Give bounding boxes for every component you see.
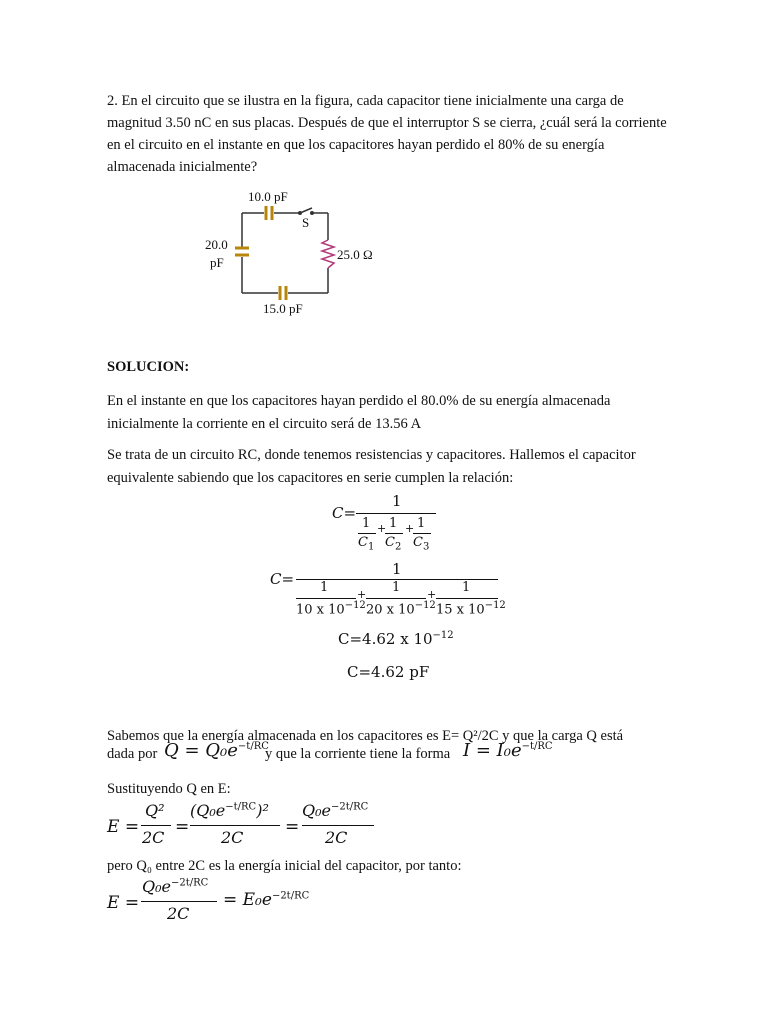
switch-label: S xyxy=(302,215,310,230)
eq1-c1: C xyxy=(358,535,368,550)
eq2-d3-exp: −12 xyxy=(484,600,506,611)
eq1-f2-num: 1 xyxy=(389,516,398,531)
eq2-d2: 20 x 10 xyxy=(366,602,415,618)
e-n3: Q₀e xyxy=(302,801,331,820)
e-n2-close: )² xyxy=(256,801,269,820)
circuit-diagram xyxy=(200,185,400,320)
eq2-d2-exp: −12 xyxy=(414,600,436,611)
i-exp: −t/RC xyxy=(521,741,553,752)
f-lhs: E = xyxy=(107,893,140,913)
eq2-lhs: C= xyxy=(270,570,295,588)
solution-heading: SOLUCION: xyxy=(107,359,190,375)
q-exp: −t/RC xyxy=(237,741,269,752)
para3c: y que la corriente tiene la forma xyxy=(265,746,451,762)
e-lhs: E = xyxy=(107,817,140,837)
eq1-c2-idx: 2 xyxy=(394,541,402,553)
solution-para1: En el instante en que los capacitores hayan perdido el 80.0% de su energía almacenada inicialmente la corriente en el circuito será de 13.56 A xyxy=(107,393,611,432)
f-rhs: = E₀e xyxy=(223,890,272,910)
f-rhs-exp: −2t/RC xyxy=(271,890,310,902)
cap-left-label-2: pF xyxy=(210,255,224,270)
equation-result-pf: C=4.62 pF xyxy=(347,663,430,681)
f-d: 2C xyxy=(167,904,190,923)
cap-top-label: 10.0 pF xyxy=(248,189,288,204)
solution-para4: Sustituyendo Q en E: xyxy=(107,781,231,797)
eq1-c1-idx: 1 xyxy=(367,541,375,553)
equation-energy-final xyxy=(107,876,407,926)
equation-series-general: C= 1 1 1 1 + + $C_1$ $C_2$ $C_3$ xyxy=(330,492,450,562)
e-eq1: = xyxy=(175,817,190,837)
e-n2: (Q₀e xyxy=(190,801,226,820)
e-d1: 2C xyxy=(142,828,165,847)
e-n2-exp: −t/RC xyxy=(225,801,257,813)
solution-para3a: Sabemos que la energía almacenada en los capacitores es E= Q²/2C y que la carga Q está xyxy=(107,728,624,744)
e-n3-exp: −2t/RC xyxy=(331,801,369,813)
q-formula: Q = Q₀e xyxy=(164,740,238,761)
equation-result-exp xyxy=(338,630,454,648)
f-n-exp: −2t/RC xyxy=(171,877,209,889)
eq1-lhs: C= xyxy=(332,504,357,522)
e-d3: 2C xyxy=(325,828,348,847)
solution-para5: pero Q₀ entre 2C es la energía inicial del capacitor, por tanto: xyxy=(107,858,462,874)
eq1-f3-num: 1 xyxy=(417,516,426,531)
eq3-exp: −12 xyxy=(432,630,454,641)
e-eq2: = xyxy=(285,817,300,837)
cap-left-label-1: 20.0 xyxy=(205,237,228,252)
solution-para2: Se trata de un circuito RC, donde tenemos resistencias y capacitores. Hallemos el capacitor equivalente sabiendo que los capacitores en serie cumplen la relación: xyxy=(107,447,636,486)
e-d2: 2C xyxy=(221,828,244,847)
cap-bottom-label: 15.0 pF xyxy=(263,301,303,316)
eq1-c3: C xyxy=(413,535,423,550)
eq2-d1: 10 x 10 xyxy=(296,602,345,618)
eq2-f2-num: 1 xyxy=(392,580,401,595)
equation-energy xyxy=(107,800,407,850)
para3b: dada por xyxy=(107,746,158,762)
eq1-c3-idx: 3 xyxy=(422,541,430,553)
i-formula: I = I₀e xyxy=(463,740,522,761)
eq2-d1-exp: −12 xyxy=(344,600,366,611)
f-n: Q₀e xyxy=(142,877,171,896)
eq2-f1-num: 1 xyxy=(320,580,329,595)
eq2-f3-num: 1 xyxy=(462,580,471,595)
solution-para3-line2 xyxy=(107,740,707,766)
equation-series-numeric: C= 1 1 1 1 + + 10 x $10^{-12}$ 20 x $10^{-12}$ 15 x $10^{-12}$ xyxy=(270,560,506,618)
eq2-d3: 15 x 10 xyxy=(436,602,485,618)
eq1-num: 1 xyxy=(392,492,402,510)
e-n1: Q² xyxy=(145,801,165,820)
eq2-num: 1 xyxy=(392,560,402,578)
problem-text: 2. En el circuito que se ilustra en la figura, cada capacitor tiene inicialmente una carga de magnitud 3.50 nC en sus placas. Después de que el interruptor S se cierra, ¿cuál será la corriente en el circuito en el instante en que los capacitores hayan perdido el 80% de su energía almacenada inicialmente? xyxy=(107,93,667,175)
eq1-c2: C xyxy=(385,535,395,550)
eq1-f1-num: 1 xyxy=(362,516,371,531)
eq3-text: C=4.62 x 10 xyxy=(338,630,433,648)
resistor-label: 25.0 Ω xyxy=(337,247,373,262)
